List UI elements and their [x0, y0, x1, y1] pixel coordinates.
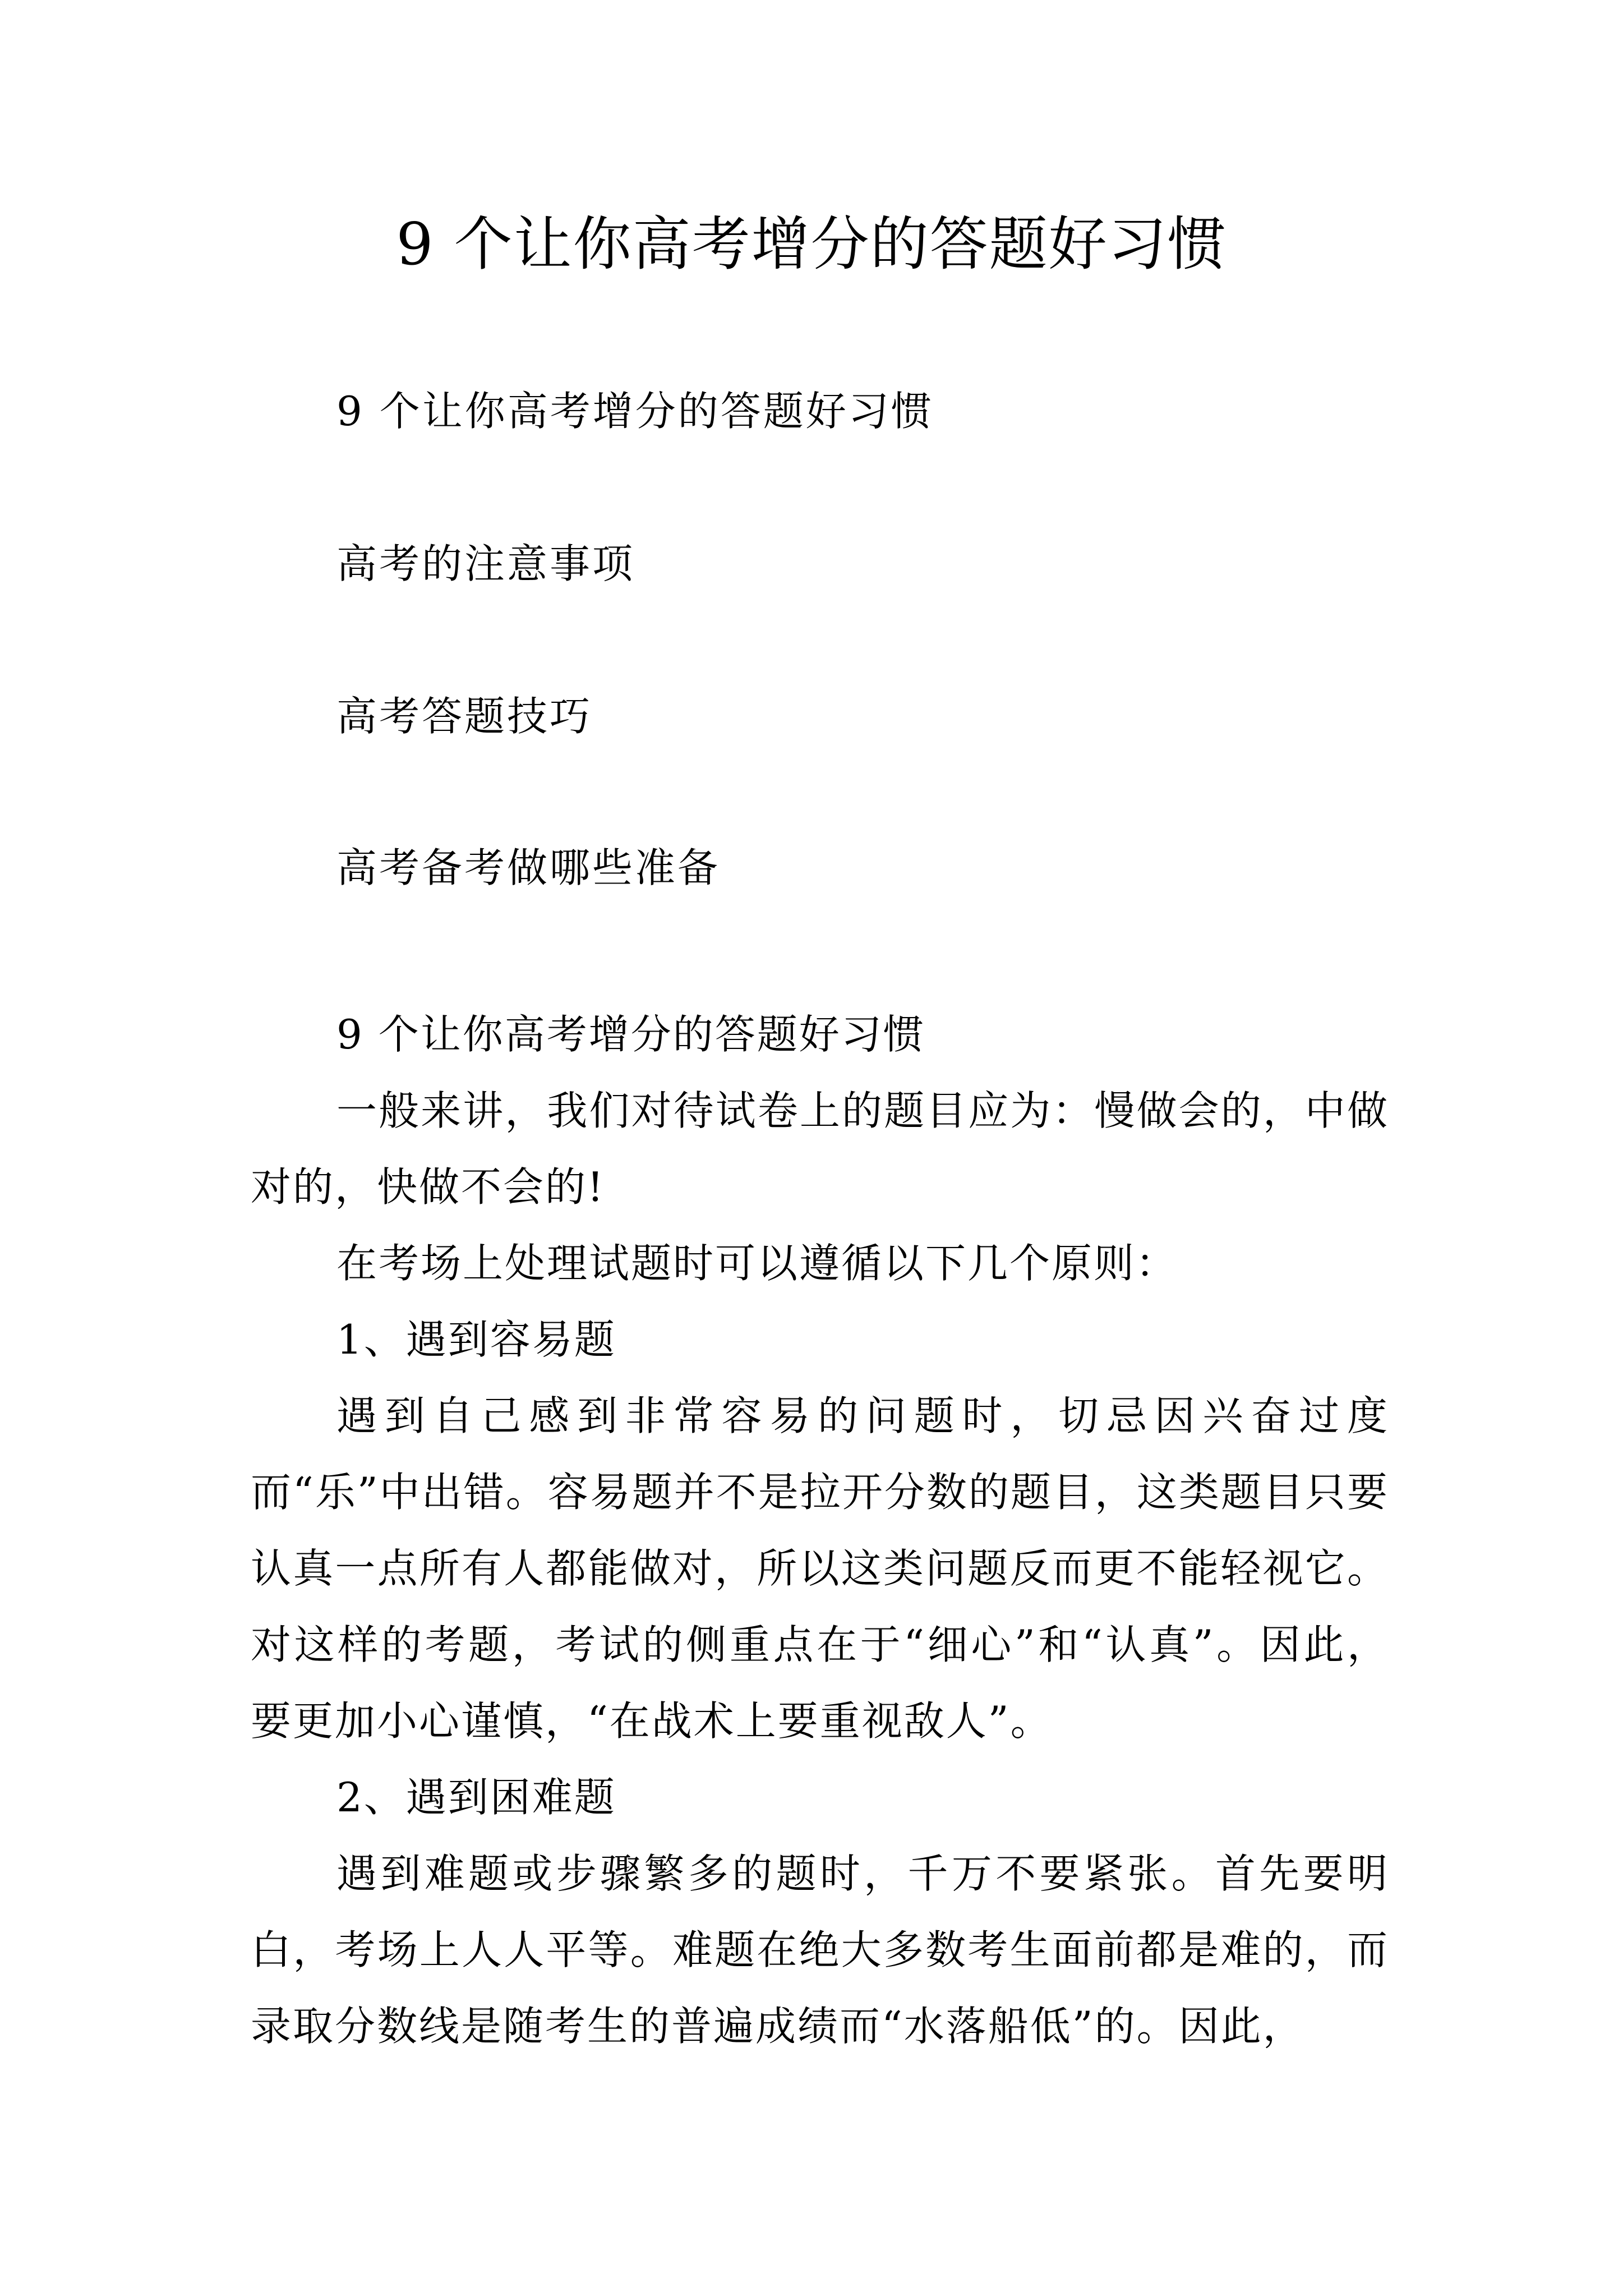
toc-item: 高考的注意事项 — [336, 540, 635, 587]
document-body — [251, 996, 1389, 2064]
section-heading: 9 个让你高考增分的答题好习惯 — [336, 1011, 925, 1058]
document-title: 9 个让你高考增分的答题好习惯 — [396, 210, 1227, 278]
body-paragraph: 一般来讲，我们对待试卷上的题目应为：慢做会的，中做对的，快做不会的! — [251, 1087, 1389, 1211]
body-paragraph: 遇到难题或步骤繁多的题时，千万不要紧张。首先要明白，考场上人人平等。难题在绝大多数考生面前都是难的，而录取分数线是随考生的普遍成绩而“水落船低”的。因此， — [251, 1850, 1389, 2050]
body-paragraph: 在考场上处理试题时可以遵循以下几个原则： — [336, 1240, 1178, 1287]
toc-item: 高考备考做哪些准备 — [336, 844, 721, 891]
toc-item: 9 个让你高考增分的答题好习惯 — [336, 388, 934, 435]
list-heading: 2、遇到困难题 — [336, 1774, 616, 1821]
body-paragraph: 遇到自己感到非常容易的问题时，切忌因兴奋过度而“乐”中出错。容易题并不是拉开分数的题目，这类题目只要认真一点所有人都能做对，所以这类问题反而更不能轻视它。对这样的考题，考试的侧重点在于“细心”和“认真”。因此，要更加小心谨慎，“在战术上要重视敌人”。 — [251, 1392, 1389, 1745]
toc-item: 高考答题技巧 — [336, 693, 593, 740]
list-heading: 1、遇到容易题 — [336, 1316, 616, 1363]
